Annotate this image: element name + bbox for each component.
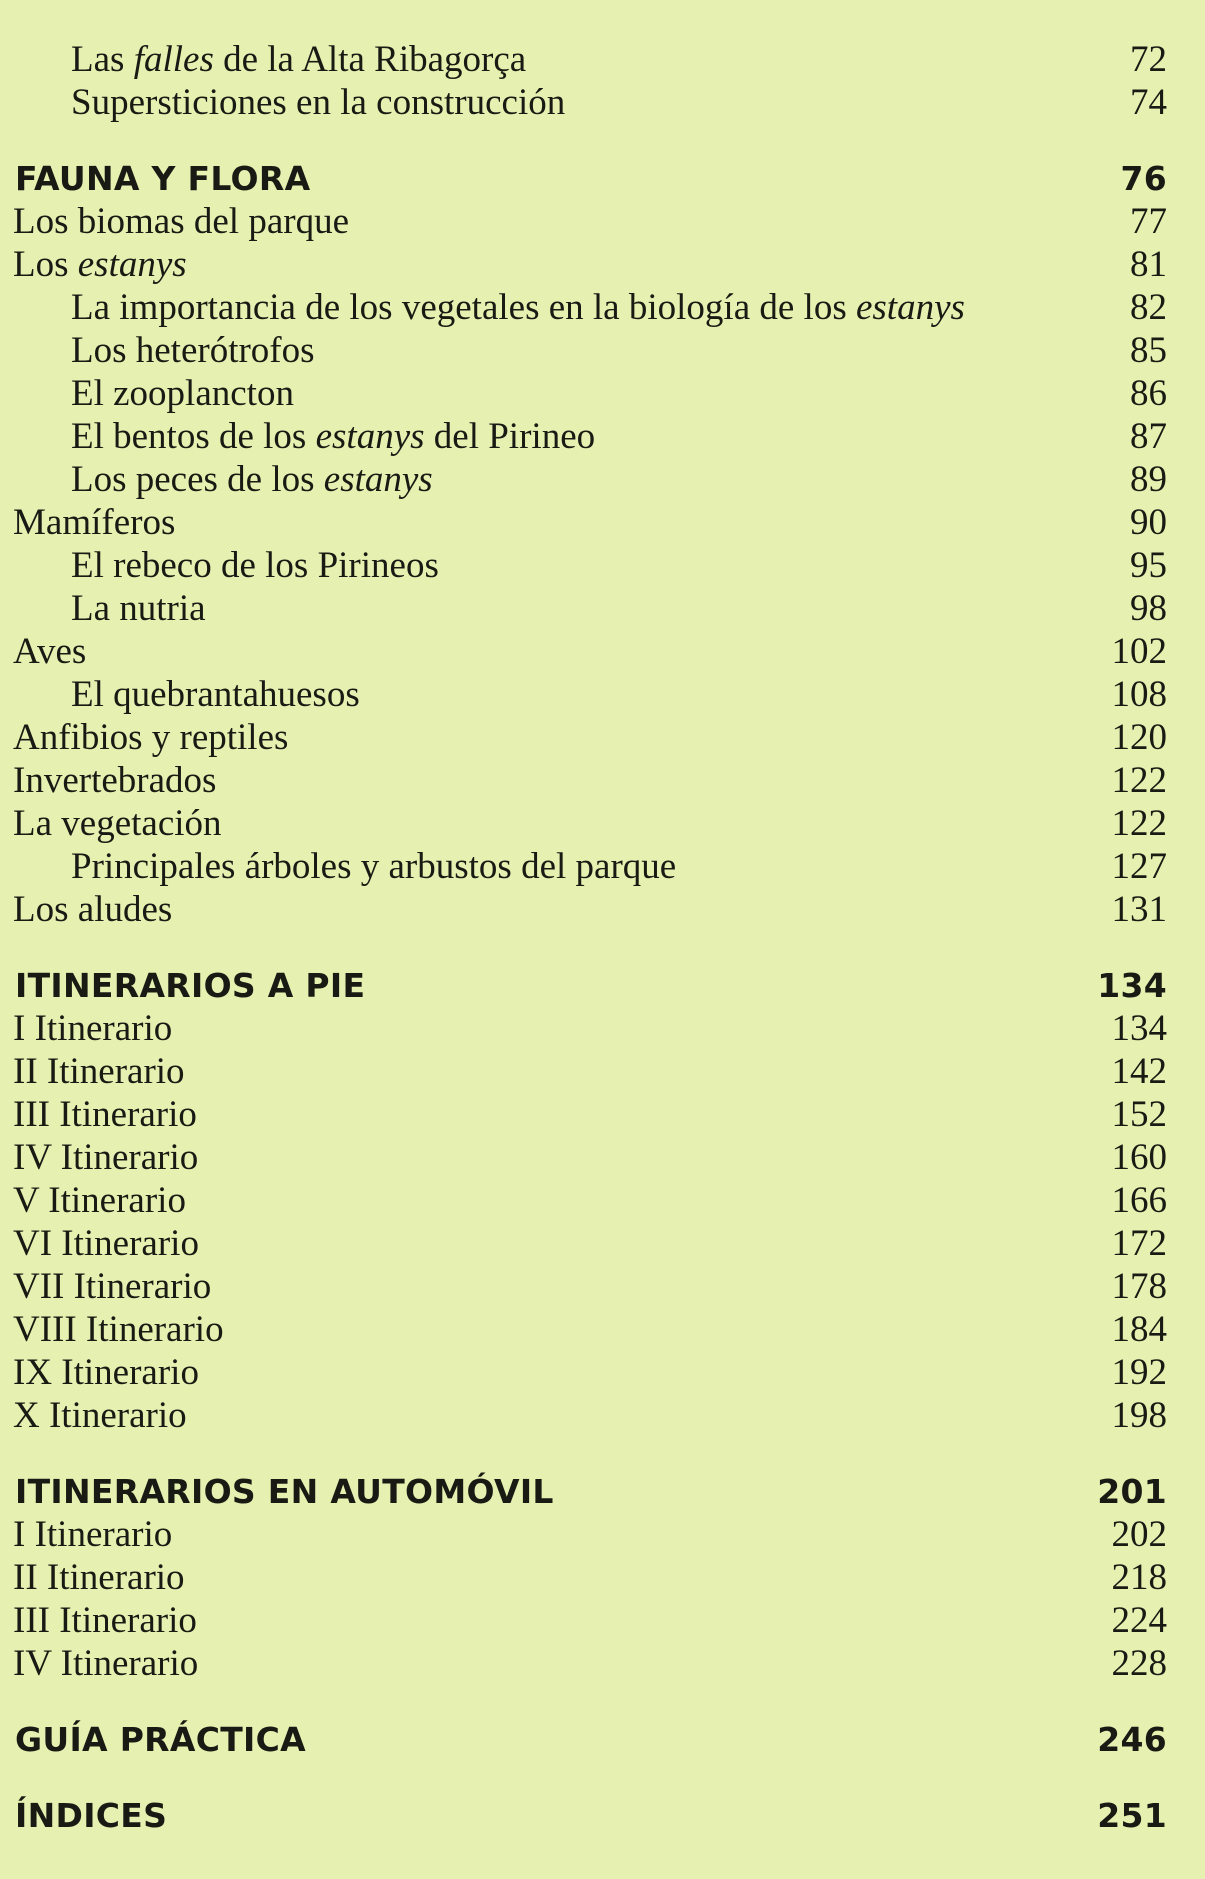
title-text: El bentos de los [71, 416, 316, 457]
toc-entry [0, 501, 1205, 545]
title-text: El zooplancton [71, 373, 294, 414]
entry-title [71, 81, 565, 125]
title-text: II Itinerario [13, 1051, 185, 1092]
toc-section-heading [0, 964, 1205, 1008]
page-number: 152 [1111, 1094, 1167, 1135]
entry-title [13, 630, 86, 674]
page-number: 184 [1111, 1309, 1167, 1350]
toc-entry [0, 716, 1205, 760]
title-text: Invertebrados [13, 760, 217, 801]
title-text: ITINERARIOS EN AUTOMÓVIL [15, 1472, 554, 1511]
entry-title [13, 888, 172, 932]
title-text: El quebrantahuesos [71, 674, 360, 715]
page-number: 127 [1111, 846, 1167, 887]
page-number: 95 [1130, 545, 1167, 586]
italic-term: falles [133, 39, 214, 80]
title-text: IV Itinerario [13, 1137, 199, 1178]
entry-title [13, 501, 175, 545]
title-text: Principales árboles y arbustos del parque [71, 846, 677, 887]
page-number: 72 [1130, 39, 1167, 80]
toc-entry [0, 1222, 1205, 1266]
page-number: 178 [1111, 1266, 1167, 1307]
title-text: Los [13, 244, 78, 285]
entry-title [13, 1093, 197, 1137]
title-text: IV Itinerario [13, 1643, 199, 1684]
italic-term: estanys [77, 244, 187, 285]
entry-title [71, 587, 206, 631]
entry-title [13, 200, 349, 244]
page-number: 160 [1111, 1137, 1167, 1178]
page-number: 122 [1111, 760, 1167, 801]
toc-entry [0, 845, 1205, 889]
italic-term: estanys [855, 287, 965, 328]
toc-entry [0, 1265, 1205, 1309]
entry-title [13, 1599, 197, 1643]
toc-entry [0, 1136, 1205, 1180]
toc-entry [0, 1642, 1205, 1686]
toc-entry [0, 1050, 1205, 1094]
toc-entry [0, 888, 1205, 932]
entry-title [71, 544, 439, 588]
toc-section-heading [0, 157, 1205, 201]
page-number: 77 [1130, 201, 1167, 242]
toc-entry [0, 587, 1205, 631]
page-number: 201 [1097, 1472, 1167, 1511]
entry-title [13, 243, 187, 287]
title-text: Los biomas del parque [13, 201, 349, 242]
toc-entry [0, 38, 1205, 82]
entry-title [13, 1556, 185, 1600]
title-text: Aves [13, 631, 87, 672]
entry-title [13, 1351, 199, 1395]
page-number: 76 [1120, 159, 1167, 198]
page-number: 228 [1111, 1643, 1167, 1684]
title-text: VII Itinerario [13, 1266, 212, 1307]
title-text: III Itinerario [13, 1600, 197, 1641]
title-text: Mamíferos [13, 502, 176, 543]
page-number: 246 [1097, 1720, 1167, 1759]
title-text: Supersticiones en la construcción [71, 82, 566, 123]
entry-title [71, 458, 433, 502]
toc-entry [0, 286, 1205, 330]
toc-entry [0, 630, 1205, 674]
entry-title [13, 802, 222, 846]
entry-title [13, 1007, 172, 1051]
entry-title [13, 1394, 187, 1438]
toc-entry [0, 673, 1205, 717]
toc-entry [0, 544, 1205, 588]
toc-entry [0, 802, 1205, 846]
section-title [15, 964, 365, 1008]
title-text: IX Itinerario [13, 1352, 199, 1393]
title-text: V Itinerario [13, 1180, 186, 1221]
toc-entry [0, 200, 1205, 244]
title-text: Las [71, 39, 134, 80]
entry-title [71, 415, 595, 459]
page-number: 134 [1097, 966, 1167, 1005]
page-number: 122 [1111, 803, 1167, 844]
page-number: 172 [1111, 1223, 1167, 1264]
entry-title [13, 1308, 224, 1352]
toc-entry [0, 372, 1205, 416]
page-number: 90 [1130, 502, 1167, 543]
title-text: ÍNDICES [15, 1796, 168, 1835]
section-title [15, 1718, 306, 1762]
italic-term: estanys [315, 416, 425, 457]
toc-entry [0, 1513, 1205, 1557]
toc-entry [0, 458, 1205, 502]
entry-title [13, 1179, 186, 1223]
page-number: 134 [1111, 1008, 1167, 1049]
toc-section-heading [0, 1470, 1205, 1514]
title-text: La vegetación [13, 803, 222, 844]
title-text: El rebeco de los Pirineos [71, 545, 439, 586]
page-number: 166 [1111, 1180, 1167, 1221]
toc-entry [0, 1394, 1205, 1438]
toc-entry [0, 1179, 1205, 1223]
title-text: FAUNA Y FLORA [15, 159, 311, 198]
entry-title [71, 286, 965, 330]
title-text: VIII Itinerario [13, 1309, 224, 1350]
toc-entry [0, 1308, 1205, 1352]
toc-entry [0, 243, 1205, 287]
entry-title [13, 1222, 199, 1266]
toc-entry [0, 81, 1205, 125]
toc-entry [0, 759, 1205, 803]
page-number: 108 [1111, 674, 1167, 715]
title-text: Anfibios y reptiles [13, 717, 289, 758]
page-number: 251 [1097, 1796, 1167, 1835]
page-number: 202 [1111, 1514, 1167, 1555]
page-number: 89 [1130, 459, 1167, 500]
title-text: La nutria [71, 588, 206, 629]
toc-entry [0, 1093, 1205, 1137]
entry-title [13, 1513, 172, 1557]
toc-entry [0, 415, 1205, 459]
toc-entry [0, 1351, 1205, 1395]
entry-title [71, 372, 294, 416]
page-number: 85 [1130, 330, 1167, 371]
page-number: 198 [1111, 1395, 1167, 1436]
title-text: VI Itinerario [13, 1223, 199, 1264]
toc-entry [0, 1007, 1205, 1051]
entry-title [13, 1265, 211, 1309]
title-text: La importancia de los vegetales en la biología de los [71, 287, 856, 328]
page-number: 120 [1111, 717, 1167, 758]
toc-entry [0, 1556, 1205, 1600]
page-number: 87 [1130, 416, 1167, 457]
page-number: 82 [1130, 287, 1167, 328]
toc-section-heading [0, 1794, 1205, 1838]
title-text: de la Alta Ribagorça [213, 39, 527, 80]
title-text: II Itinerario [13, 1557, 185, 1598]
page-number: 74 [1130, 82, 1167, 123]
entry-title [71, 329, 315, 373]
entry-title [13, 759, 216, 803]
title-text: I Itinerario [13, 1514, 173, 1555]
title-text: Los aludes [13, 889, 173, 930]
entry-title [71, 673, 360, 717]
title-text: X Itinerario [13, 1395, 187, 1436]
title-text: del Pirineo [424, 416, 596, 457]
page-number: 192 [1111, 1352, 1167, 1393]
toc-entry [0, 329, 1205, 373]
entry-title [13, 1050, 185, 1094]
page-number: 102 [1111, 631, 1167, 672]
italic-term: estanys [323, 459, 433, 500]
title-text: Los heterótrofos [71, 330, 315, 371]
entry-title [13, 716, 288, 760]
title-text: ITINERARIOS A PIE [15, 966, 366, 1005]
title-text: I Itinerario [13, 1008, 173, 1049]
page-number: 86 [1130, 373, 1167, 414]
page-number: 218 [1111, 1557, 1167, 1598]
title-text: GUÍA PRÁCTICA [15, 1720, 306, 1759]
toc-entry [0, 1599, 1205, 1643]
section-title [15, 1470, 554, 1514]
section-title [15, 157, 310, 201]
toc-section-heading [0, 1718, 1205, 1762]
page-number: 142 [1111, 1051, 1167, 1092]
title-text: Los peces de los [71, 459, 324, 500]
entry-title [71, 38, 526, 82]
entry-title [71, 845, 676, 889]
entry-title [13, 1642, 198, 1686]
section-title [15, 1794, 167, 1838]
entry-title [13, 1136, 198, 1180]
page-number: 98 [1130, 588, 1167, 629]
title-text: III Itinerario [13, 1094, 197, 1135]
page-number: 81 [1130, 244, 1167, 285]
page-number: 131 [1111, 889, 1167, 930]
page-number: 224 [1111, 1600, 1167, 1641]
